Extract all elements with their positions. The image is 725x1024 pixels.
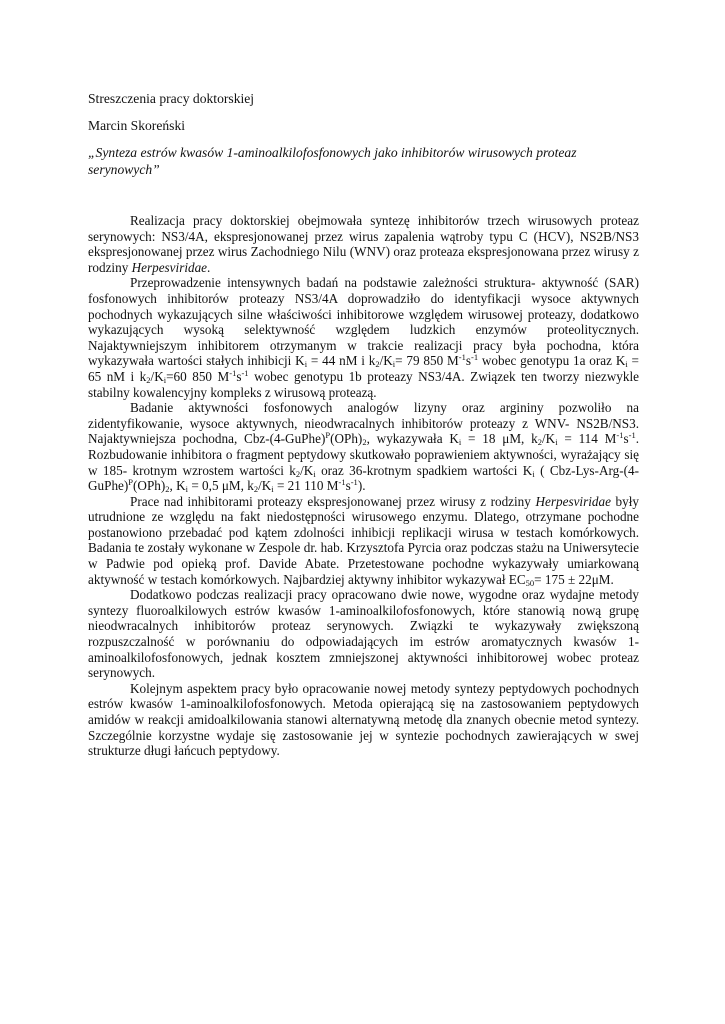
paragraph-4: Prace nad inhibitorami proteazy ekspresjonowanej przez wirusy z rodziny Herpesviridae były utrudnione ze względu na fakt niedostępności wirusowego enzymu. Dlatego, otrzymane pochodne postanowiono przebadać pod kątem zdolności inhibicji replikacji wirusa w testach komórkowych. Badania te zostały wykonane w Zespole dr. hab. Krzysztofa Pyrcia oraz podczas stażu na Uniwersytecie w Padwie pod opieką prof. Davide Abate. Przetestowane pochodne wykazywały umiarkowaną aktywność w testach komórkowych. Najbardziej aktywny inhibitor wykazywał $EC_{50}= 175 \pm 22\mu M$. xyxy=(88,493,639,588)
document-heading: Streszczenia pracy doktorskiej xyxy=(88,91,255,106)
paragraph-5: Dodatkowo podczas realizacji pracy opracowano dwie nowe, wygodne oraz wydajne metody syntezy fluoroalkilowych estrów kwasów 1-aminoalkilofosfonowych, które stanowią nową grupę nieodwracalnych inhibitorów proteaz serynowych. Związki te wykazywały zwiększoną rozpuszczalność w porównaniu do odpowiadających im estrów aromatycznych kwasów 1-aminoalkilofosfonowych, jednak kosztem zmniejszonej aktywności inhibitorowej wobec proteaz serynowych. xyxy=(88,587,639,681)
paragraph-3: Badanie aktywności fosfonowych analogów lizyny oraz argininy pozwoliło na zidentyfikowanie, wysoce aktywnych, nieodwracalnych inhibitorów proteazy z WNV- NS2B/NS3. Najaktywniejsza pochodna, Cbz-$(4-GuPhe)^P(OPh)_2$, wykazywała $K_i = 18$ μM, $k_2/K_i = 114$ $M^{-1}s^{-1}$. Rozbudowanie inhibitora o fragment peptydowy skutkowało poprawieniem aktywności, wyrażający się w 185- krotnym wzrostem wartości $k_2/K_i$ oraz 36-krotnym spadkiem wartości $K_i$ ( Cbz-$Lys-Arg-(4-GuPhe)^P(OPh)_2$, $K_i = 0,5$ μM, $k_2/K_i = 21$ 110 $M^{-1}s^{-1}$). xyxy=(88,400,640,495)
author-name: Marcin Skoreński xyxy=(88,118,186,133)
abstract-body xyxy=(88,213,639,759)
thesis-title: „Synteza estrów kwasów 1-aminoalkilofosfonowych jako inhibitorów wirusowych proteaz serynowych” xyxy=(88,145,577,177)
paragraph-6: Kolejnym aspektem pracy było opracowanie nowej metody syntezy peptydowych pochodnych estrów kwasów 1-aminoalkilofosfonowych. Metoda opierającą się na zastosowaniem peptydowych amidów w reakcji amidoalkilowania stanowi alternatywną metodę dla znanych obecnie metod syntezy. Szczególnie korzystne wydaje się zastosowanie jej w syntezie pochodnych zawierających w swej strukturze długi łańcuch peptydowy. xyxy=(88,680,639,759)
paragraph-1: Realizacja pracy doktorskiej obejmowała syntezę inhibitorów trzech wirusowych proteaz serynowych: NS3/4A, ekspresjonowanej przez wirus zapalenia wątroby typu C (HCV), NS2B/NS3 ekspresjonowanej przez wirus Zachodniego Nilu (WNV) oraz proteaza ekspresjonowana przez wirusy z rodziny Herpesviridae. xyxy=(88,213,639,275)
paragraph-2: Przeprowadzenie intensywnych badań na podstawie zależności struktura- aktywność (SAR) fosfonowych inhibitorów proteazy NS3/4A doprowadziło do identyfikacji wysoce aktywnych pochodnych wykazujących silne właściwości inhibitorowe względem wirusowej proteazy, dodatkowo wykazujących wysoką selektywność względem ludzkich enzymów proteolitycznych. Najaktywniejszym inhibitorem otrzymanym w trakcie realizacji pracy była pochodna, która wykazywała wartości stałych inhibicji $K_i = 44$ nM i $k_2/K_i= 79$ 850 $M^{-1}s^{-1}$ wobec genotypu 1a oraz $K_i = 65$ nM i $k_2/K_i=60$ 850 $M^{-1}s^{-1}$ wobec genotypu 1b proteazy NS3/4A. Związek ten tworzy niezwykle stabilny kowalencyjny kompleks z wirusową proteazą. xyxy=(88,275,640,400)
